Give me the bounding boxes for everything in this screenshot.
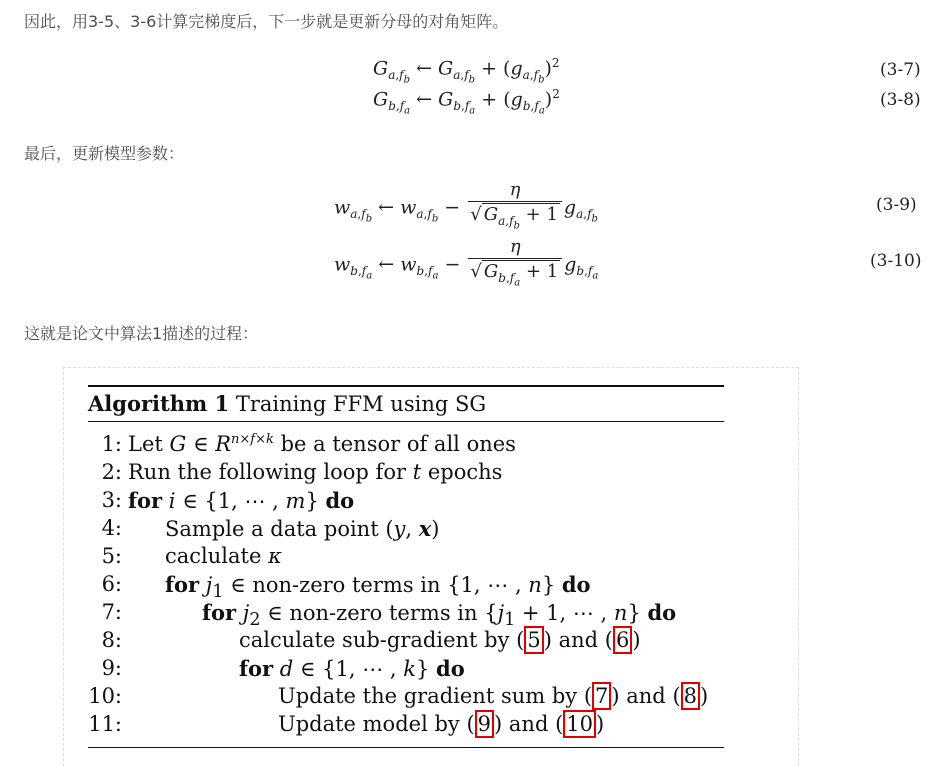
update-params-paragraph: 最后，更新模型参数： <box>24 144 185 163</box>
algorithm-line-2: 2: Run the following loop for t epochs <box>101 460 503 484</box>
equation-3-7: $G_{a,f_b}$ ← $G_{a,f_b} + (g_{a,f_b})^2$ <box>373 56 560 86</box>
equation-number-3-10: (3-10) <box>870 251 922 271</box>
ref-link-8[interactable]: 8 <box>681 682 700 710</box>
equation-3-9: $w_{a,f_b}$ ← $w_{a,f_b}$ − $\frac{\eta}{√ G_{a,f_b} + 1}$ $g_{a,f_b}$ <box>334 180 598 237</box>
algorithm-mid-rule <box>88 421 724 422</box>
algorithm-title: Algorithm 1 Training FFM using SG <box>88 391 487 416</box>
ref-link-5[interactable]: 5 <box>524 626 543 654</box>
equation-3-10: $w_{b,f_a}$ ← $w_{b,f_a}$ − $\frac{\eta}{√ G_{b,f_a} + 1}$ $g_{b,f_a}$ <box>334 237 598 294</box>
intro-paragraph: 因此，用3-5、3-6计算完梯度后，下一步就是更新分母的对角矩阵。 <box>24 12 509 31</box>
algorithm-line-5: 5: caclulate κ <box>101 544 282 568</box>
algorithm-bottom-rule <box>88 747 724 748</box>
algorithm-line-1: 1: Let G ∈ $R^{n\times f\times k}$ be a tensor of all ones <box>101 432 516 456</box>
algorithm-line-3: 3: for i ∈ {1, ⋯ , m} do <box>101 488 355 513</box>
ref-link-7[interactable]: 7 <box>592 682 611 710</box>
ref-link-6[interactable]: 6 <box>613 626 632 654</box>
equation-3-8: $G_{b,f_a}$ ← $G_{b,f_a} + (g_{b,f_a})^2$ <box>373 87 560 117</box>
algorithm-line-6: 6: for $j_1$ ∈ non-zero terms in {1, ⋯ , n} do <box>101 572 591 603</box>
algorithm-line-11: 11: Update model by ( 9 ) and ( 10 ) <box>88 712 605 736</box>
ref-link-9[interactable]: 9 <box>475 710 494 738</box>
algorithm-line-8: 8: calculate sub-gradient by ( 5 ) and ( 6 ) <box>101 628 641 652</box>
ref-link-10[interactable]: 10 <box>563 710 596 738</box>
algorithm-line-4: 4: Sample a data point (y, x) <box>101 516 440 541</box>
algorithm-line-9: 9: for d ∈ {1, ⋯ , k} do <box>101 656 465 681</box>
equation-number-3-9: (3-9) <box>876 195 917 215</box>
equation-number-3-7: (3-7) <box>880 60 921 80</box>
algorithm-line-10: 10: Update the gradient sum by ( 7 ) and ( 8 ) <box>88 684 709 708</box>
equation-number-3-8: (3-8) <box>880 90 921 110</box>
algorithm-top-rule <box>88 385 724 387</box>
algorithm-line-7: 7: for $j_2$ ∈ non-zero terms in {$j_1 + 1$, ⋯ , n} do <box>101 600 677 631</box>
algorithm-description-paragraph: 这就是论文中算法1描述的过程： <box>24 324 259 343</box>
